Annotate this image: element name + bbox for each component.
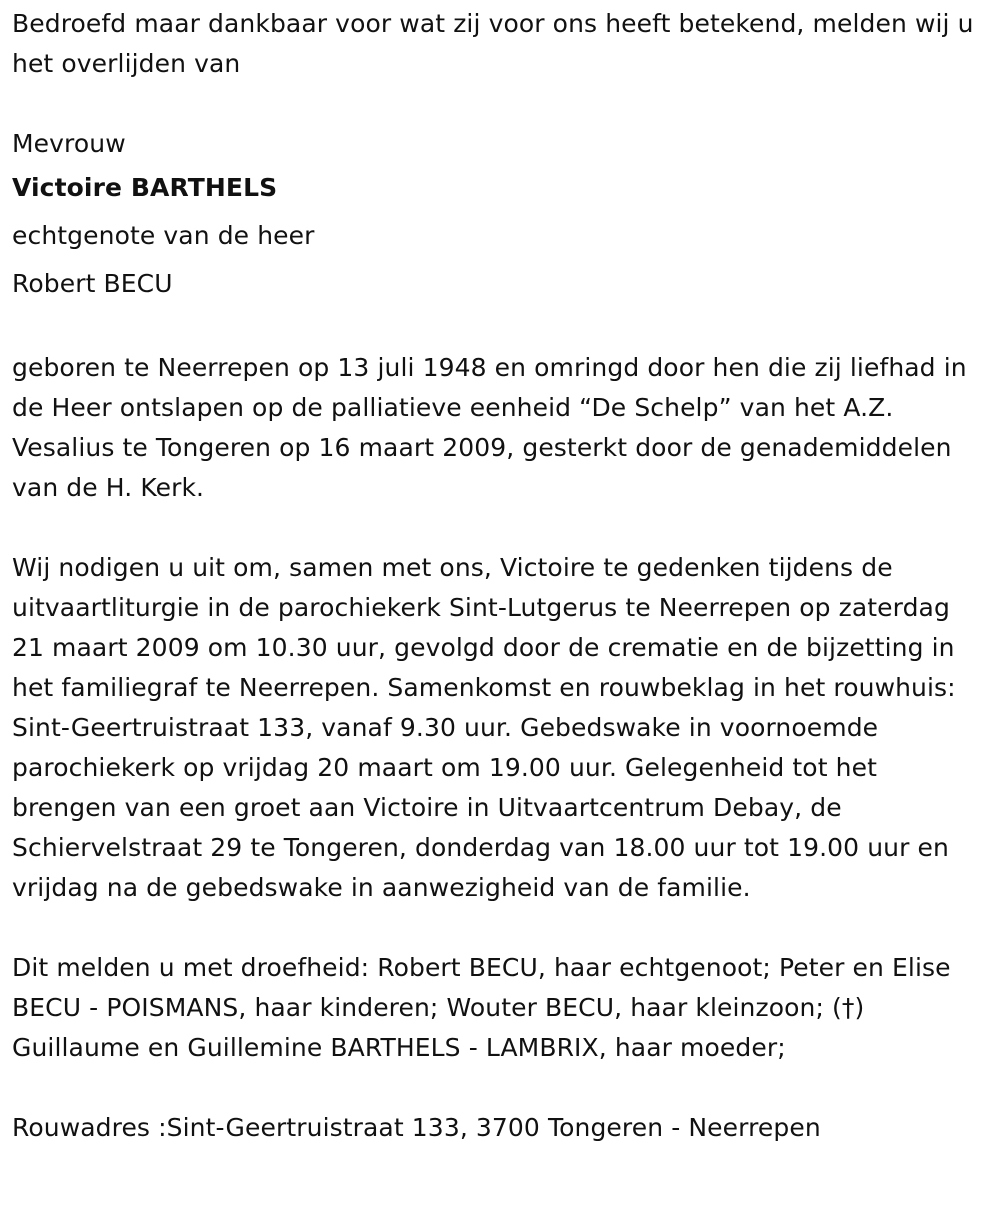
birth-death-text: geboren te Neerrepen op 13 juli 1948 en omringd door hen die zij liefhad in de Heer ontslapen op de palliatieve eenheid “De Schelp” van het A.Z. Vesalius te Tongeren op 16 maart 2009, gesterkt door de genademiddelen van de H. Kerk. — [12, 353, 967, 502]
spacer — [12, 908, 988, 948]
intro-text: Bedroefd maar dankbaar voor wat zij voor ons heeft betekend, melden wij u het overlijden van — [12, 9, 974, 78]
mourning-address: Rouwadres :Sint-Geertruistraat 133, 3700 Tongeren - Neerrepen — [12, 1113, 821, 1142]
salutation: Mevrouw — [12, 129, 126, 158]
spacer — [12, 308, 988, 348]
cross-icon: (†) — [832, 993, 865, 1022]
spacer — [12, 1068, 988, 1108]
spacer — [12, 84, 988, 124]
family-announcement — [12, 948, 988, 1068]
spacer — [12, 508, 988, 548]
spouse-name: Robert BECU — [12, 269, 173, 298]
family-list-part-2: Guillaume en Guillemine BARTHELS - LAMBRIX, haar moeder; — [12, 1033, 786, 1062]
deceased-name: Victoire BARTHELS — [12, 173, 278, 202]
relation-text: echtgenote van de heer — [12, 221, 315, 250]
family-list-part-1: Dit melden u met droefheid: Robert BECU, haar echtgenoot; Peter en Elise BECU - POISMANS, haar kinderen; Wouter BECU, haar kleinzoon; — [12, 953, 951, 1022]
funeral-details-text: Wij nodigen u uit om, samen met ons, Victoire te gedenken tijdens de uitvaartliturgie in de parochiekerk Sint-Lutgerus te Neerrepen op zaterdag 21 maart 2009 om 10.30 uur, gevolgd door de crematie en de bijzetting in het familiegraf te Neerrepen. Samenkomst en rouwbeklag in het rouwhuis: Sint-Geertruistraat 133, vanaf 9.30 uur. Gebedswake in voornoemde parochiekerk op vrijdag 20 maart om 19.00 uur. Gelegenheid tot het brengen van een groet aan Victoire in Uitvaartcentrum Debay, de Schiervelstraat 29 te Tongeren, donderdag van 18.00 uur tot 19.00 uur en vrijdag na de gebedswake in aanwezigheid van de familie. — [12, 553, 956, 902]
